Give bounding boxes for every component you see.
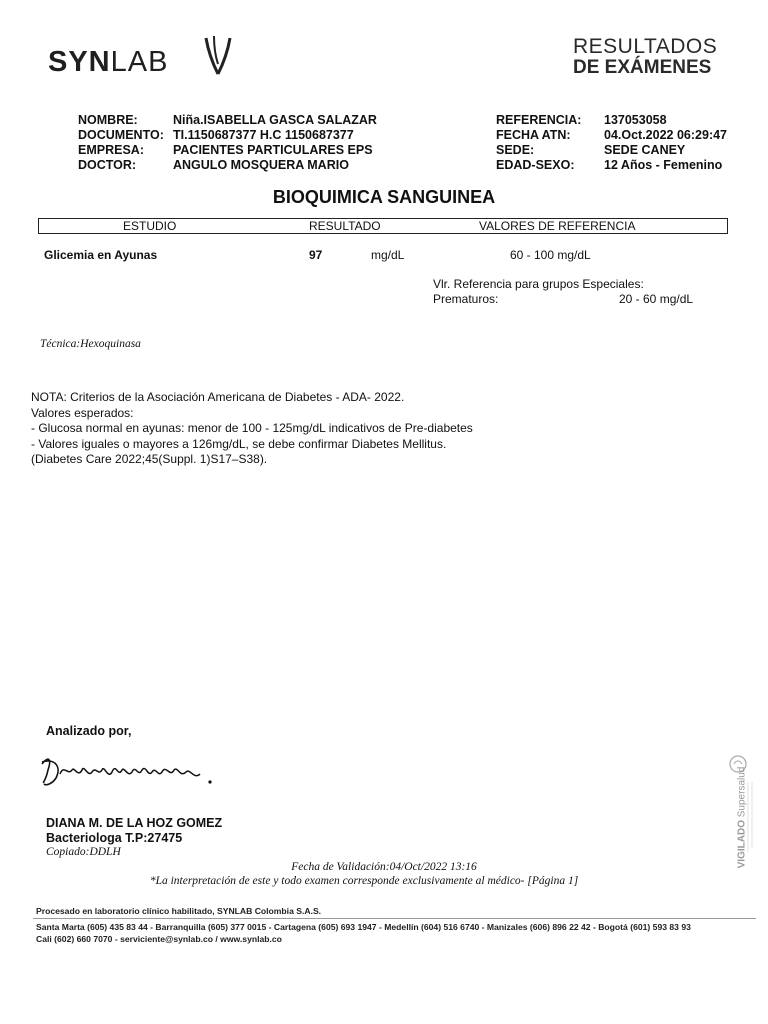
technique-text: Técnica:Hexoquinasa <box>40 338 141 350</box>
date-label: FECHA ATN: <box>496 128 571 142</box>
seal-word-supersalud: Supersalud <box>736 766 748 818</box>
result-study: Glicemia en Ayunas <box>44 248 158 262</box>
site-label: SEDE: <box>496 143 535 157</box>
site-row <box>496 143 727 158</box>
company-row <box>78 143 377 158</box>
result-unit: mg/dL <box>371 248 405 262</box>
footer-divider <box>33 918 756 919</box>
company-label: EMPRESA: <box>78 143 144 157</box>
result-reference: 60 - 100 mg/dL <box>510 248 591 262</box>
col-header-resultado: RESULTADO <box>309 219 381 233</box>
age-sex-label: EDAD-SEXO: <box>496 158 575 172</box>
supersalud-seal <box>724 752 760 872</box>
result-value: 97 <box>309 248 323 262</box>
special-group-value: 20 - 60 mg/dL <box>619 292 694 306</box>
note-block <box>31 390 473 468</box>
age-sex-row <box>496 158 727 173</box>
document-value: TI.1150687377 H.C 1150687377 <box>173 128 354 142</box>
seal-word-vigilado: VIGILADO <box>736 820 748 869</box>
col-header-estudio: ESTUDIO <box>123 219 177 233</box>
col-header-valores: VALORES DE REFERENCIA <box>479 219 636 233</box>
name-label: NOMBRE: <box>78 113 138 127</box>
note-line: Valores esperados: <box>31 405 134 420</box>
special-groups-title: Vlr. Referencia para grupos Especiales: <box>433 277 644 291</box>
doctor-row <box>78 158 377 173</box>
age-sex-value: 12 Años - Femenino <box>604 158 723 172</box>
heading-line2: DE EXÁMENES <box>573 57 712 78</box>
date-value: 04.Oct.2022 06:29:47 <box>604 128 728 142</box>
name-value: Niña.ISABELLA GASCA SALAZAR <box>173 113 377 127</box>
note-line: (Diabetes Care 2022;45(Suppl. 1)S17–S38). <box>31 452 268 466</box>
section-title: BIOQUIMICA SANGUINEA <box>272 187 496 207</box>
name-row <box>78 113 377 128</box>
document-row <box>78 128 377 143</box>
copied-by: Copiado:DDLH <box>46 846 121 858</box>
validation-date: Fecha de Validación:04/Oct/2022 13:16 <box>291 861 477 873</box>
interpretation-disclaimer: *La interpretación de este y todo examen corresponde exclusivamente al médico- [Página 1] <box>149 875 579 887</box>
footer-lab-notice: Procesado en laboratorio clínico habilitado, SYNLAB Colombia S.A.S. <box>36 906 322 916</box>
signer-name: DIANA M. DE LA HOZ GOMEZ <box>46 816 223 830</box>
note-line: - Valores iguales o mayores a 126mg/dL, se debe confirmar Diabetes Mellitus. <box>31 436 447 451</box>
special-group-label: Prematuros: <box>433 292 499 306</box>
handwritten-signature <box>38 752 218 794</box>
logo-light-text: LAB <box>110 46 169 78</box>
patient-info-left <box>78 113 377 173</box>
doctor-value: ANGULO MOSQUERA MARIO <box>173 158 349 172</box>
reference-label: REFERENCIA: <box>496 113 582 127</box>
heading-line1: RESULTADOS <box>573 35 718 58</box>
report-heading <box>573 36 748 78</box>
seal-text <box>737 758 748 878</box>
patient-info-right <box>496 113 727 173</box>
site-value: SEDE CANEY <box>604 143 686 157</box>
reference-value: 137053058 <box>604 113 667 127</box>
note-line: - Glucosa normal en ayunas: menor de 100 - 125mg/dL indicativos de Pre-diabetes <box>31 421 473 435</box>
company-value: PACIENTES PARTICULARES EPS <box>173 143 373 157</box>
signer-role: Bacteriologa T.P:27475 <box>46 831 183 845</box>
reference-row <box>496 113 727 128</box>
document-label: DOCUMENTO: <box>78 128 164 142</box>
synlab-mark-icon <box>200 34 236 80</box>
date-row <box>496 128 727 143</box>
synlab-logo <box>48 34 248 80</box>
footer-locations: Santa Marta (605) 435 83 44 - Barranquilla (605) 377 0015 - Cartagena (605) 693 1947 - Medellín (604) 516 6740 - Manizales (606) 896 22 42 - Bogotá (601) 593 83 93 <box>36 922 691 932</box>
results-table-header <box>38 218 728 234</box>
doctor-label: DOCTOR: <box>78 158 137 172</box>
analyzed-by-label: Analizado por, <box>46 724 132 738</box>
logo-bold-text: SYN <box>48 46 111 78</box>
footer-contact: Cali (602) 660 7070 - serviciente@synlab.co / www.synlab.co <box>36 934 282 944</box>
logo-wordmark <box>48 46 168 79</box>
note-line: NOTA: Criterios de la Asociación Americana de Diabetes - ADA- 2022. <box>31 390 405 404</box>
